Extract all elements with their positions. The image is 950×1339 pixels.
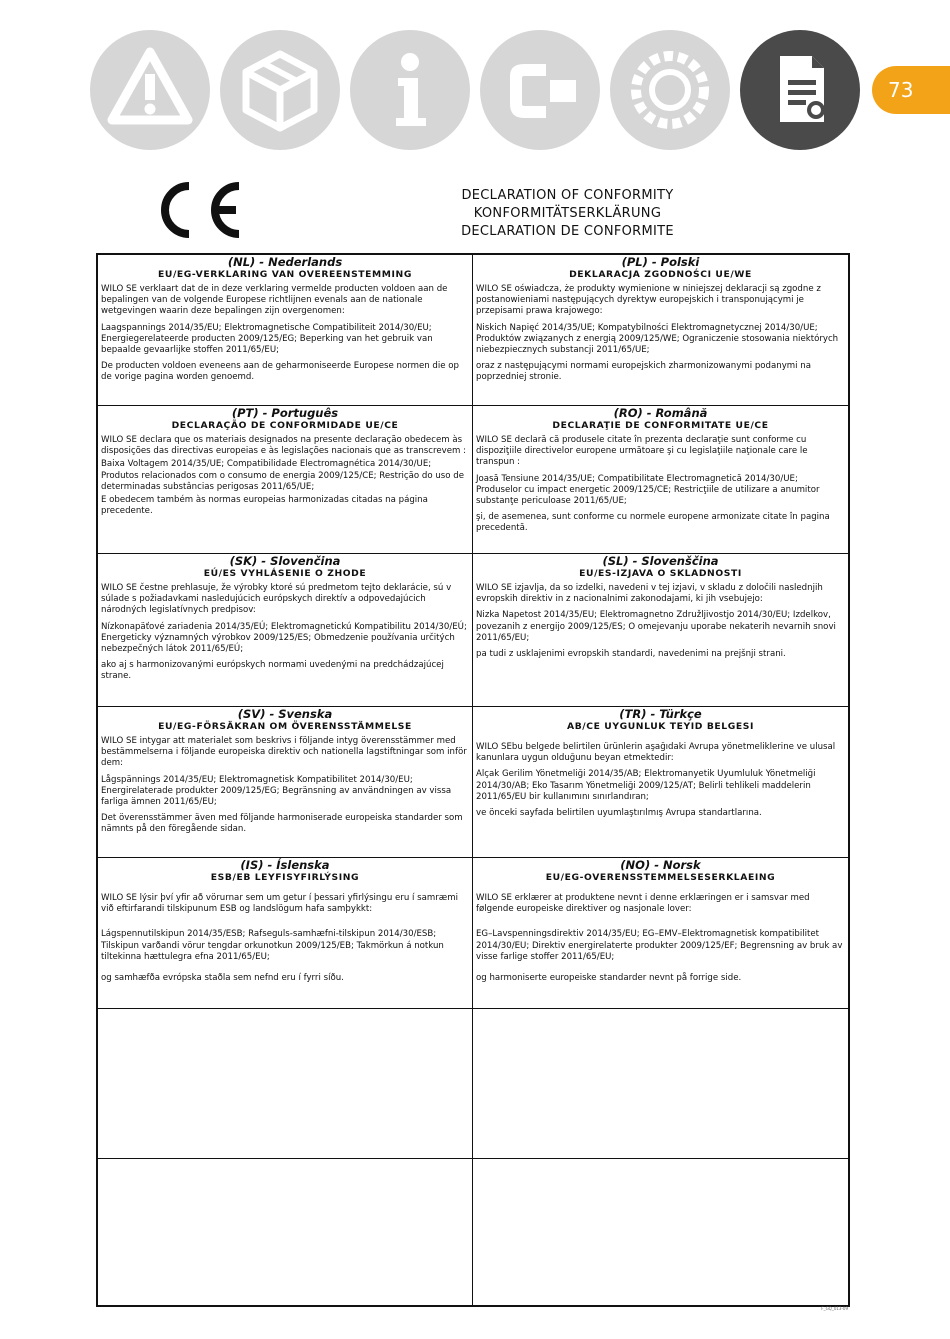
table-row <box>98 1159 848 1305</box>
standards-text: Det överensstämmer även med följande harmoniserade europeiska standarder som nämnts på den föregående sidan. <box>101 813 463 835</box>
declaration-cell-sv <box>98 707 473 857</box>
empty-cell <box>98 1009 473 1158</box>
warning-icon[interactable] <box>90 30 210 150</box>
title-line-1: DECLARATION OF CONFORMITY <box>461 188 674 203</box>
declaration-heading: EU/EG-FÖRSÄKRAN OM ÖVERENSSTÄMMELSE <box>158 721 412 732</box>
page-number-tab: 73 <box>872 66 950 114</box>
declaration-cell-no <box>473 858 848 1008</box>
declaration-title <box>400 187 735 241</box>
declaration-heading: EÚ/ES VYHLÁSENIE O ZHODE <box>203 568 367 579</box>
declaration-cell-sk <box>98 554 473 706</box>
package-icon[interactable] <box>220 30 340 150</box>
intro-text: WILO SE declară că produsele citate în prezenta declaraţie sunt conforme cu dispoziţiile directivelor europene următoare şi cu legislaţiile naţionale care le transpun : <box>476 435 808 468</box>
declaration-heading: EU/EG-VERKLARING VAN OVEREENSTEMMING <box>158 269 412 280</box>
standards-text: ako aj s harmonizovanými európskych normami uvedenými na predchádzajúcej strane. <box>101 660 444 682</box>
intro-text: WILO SE izjavlja, da so izdelki, navedeni v tej izjavi, v skladu z določili naslednjih evropskih direktiv in z nacionalnimi zakonodajami, ki jih vsebujejo: <box>476 583 823 605</box>
directives-text: Laagspannings 2014/35/EU; Elektromagnetische Compatibiliteit 2014/30/EU; Energiegerelateerde producten 2009/125/EG; Beperking van het gebruik van bepaalde gevaarlijke stoffen 2011/65/EU; <box>101 322 433 356</box>
directives-text: Lågspännings 2014/35/EU; Elektromagnetisk Kompatibilitet 2014/30/EU; Energirelaterade produkter 2009/125/EG; Begränsning av användningen av vissa farliga ämnen 2011/65/EU; <box>101 774 452 808</box>
form-code: F_GQ_013-09 <box>821 1306 848 1311</box>
standards-text: De producten voldoen eveneens aan de geharmoniseerde Europese normen die op de vorige pagina worden genoemd. <box>101 361 460 383</box>
directives-text: EG–Lavspenningsdirektiv 2014/35/EU; EG–EMV–Elektromagnetisk kompatibilitet 2014/30/EU; Direktiv energirelaterte produkter 2009/125/EF; Begrensning av bruk av visse farlige stoffer 2011/65/EU; <box>476 929 843 962</box>
declaration-heading: DECLARAŢIE DE CONFORMITATE UE/CE <box>552 420 769 431</box>
ce-mark-logo <box>156 180 246 240</box>
language-heading: (RO) - Română <box>613 406 708 420</box>
title-line-3: DECLARATION DE CONFORMITE <box>461 224 674 239</box>
declaration-heading: DEKLARACJA ZGODNOŚCI UE/WE <box>569 269 752 280</box>
table-row <box>98 1009 848 1159</box>
directives-text: Lágspennutilskipun 2014/35/ESB; Rafseguls-samhæfni-tilskipun 2014/30/ESB; Tilskipun varðandi vörur tengdar orkunotkun 2009/125/EB; Takmörkun á notkun tiltekinna hættulegra efna 2011/65/EU; <box>101 929 444 962</box>
intro-text: WILO SE lýsir því yfir að vörurnar sem um getur í þessari yfirlýsingu eru í samræmi við eftirfarandi tilskipunum ESB og landslögum hafa samþykkt: <box>101 893 458 915</box>
language-heading: (TR) - Türkçe <box>619 707 702 721</box>
standards-text: og harmoniserte europeiske standarder nevnt på forrige side. <box>476 973 742 984</box>
declaration-heading: AB/CE UYGUNLUK TEYID BELGESI <box>566 721 755 732</box>
empty-cell <box>473 1159 848 1305</box>
operation-icon[interactable] <box>610 30 730 150</box>
intro-text: WILO SE erklærer at produktene nevnt i denne erklæringen er i samsvar med følgende europeiske direktiver og nasjonale lover: <box>476 893 810 915</box>
directives-text: Alçak Gerilim Yönetmeliği 2014/35/AB; Elektromanyetik Uyumluluk Yönetmeliği 2014/30/AB; Eko Tasarım Yönetmeliği 2009/125/AT; Belirli tehlikeli maddelerin 2011/65/EU bir kullanımını sınırlandıran; <box>476 769 816 802</box>
declaration-cell-pt <box>98 406 473 553</box>
language-heading: (IS) - Íslenska <box>240 858 330 872</box>
directives-text: Nízkonapäťové zariadenia 2014/35/EÚ; Elektromagnetickú Kompatibilitu 2014/30/EÚ; Energeticky významných výrobkov 2009/125/ES; Obmedzenie používania určitých nebezpečných látok 2011/65/EÚ; <box>101 621 467 655</box>
language-heading: (SL) - Slovenščina <box>602 554 719 568</box>
table-row <box>98 255 848 406</box>
table-row <box>98 406 848 554</box>
declaration-cell-nl <box>98 255 473 405</box>
language-heading: (SV) - Svenska <box>237 707 333 721</box>
declaration-table <box>96 253 850 1307</box>
standards-text: pa tudi z usklajenimi evropskih standardi, navedenimi na prejšnji strani. <box>476 649 786 660</box>
directives-text: Nizka Napetost 2014/35/EU; Elektromagnetno Združljivostjo 2014/30/EU; Izdelkov, povezanih z energijo 2009/125/ES; O omejevanju uporabe nekaterih nevarnih snovi 2011/65/EU; <box>476 610 836 643</box>
declaration-heading: EU/ES-IZJAVA O SKLADNOSTI <box>579 568 742 579</box>
directives-text: Joasă Tensiune 2014/35/UE; Compatibilitate Electromagnetică 2014/30/UE; Produselor cu impact energetic 2009/125/CE; Restricţiile de utilizare a anumitor substanţe periculoase 2011/65/UE; <box>476 473 820 507</box>
title-line-2: KONFORMITÄTSERKLÄRUNG <box>473 206 662 221</box>
intro-text: WILO SE verklaart dat de in deze verklaring vermelde producten voldoen aan de bepalingen van de volgende Europese richtlijnen evenals aan de nationale wetgevingen waarin deze bepalingen zijn overgenomen: <box>101 284 448 317</box>
declaration-cell-ro <box>473 406 848 553</box>
intro-text: WILO SE intygar att materialet som beskrivs i följande intyg överensstämmer med bestämmelserna i följande europeiska direktiv och nationella lagstiftningar som inför dem: <box>101 736 467 769</box>
table-row <box>98 707 848 858</box>
empty-cell <box>98 1159 473 1305</box>
declaration-heading: EU/EG-OVERENSSTEMMELSESERKLAEING <box>545 872 776 883</box>
declaration-cell-is <box>98 858 473 1008</box>
language-heading: (NL) - Nederlands <box>227 255 343 269</box>
intro-text: WILO SE čestne prehlasuje, že výrobky ktoré sú predmetom tejto deklarácie, sú v súlade s požiadavkami nasledujúcich európskych direktív a odpovedajúcich národných legislatívnych predpisov: <box>101 583 452 616</box>
directives-text: Baixa Voltagem 2014/35/UE; Compatibilidade Electromagnética 2014/30/UE; Produtos relacionados com o consumo de energia 2009/125/CE; Restrição do uso de determinadas substâncias perigosas 2011/65/UE; <box>101 459 465 492</box>
document-icon[interactable] <box>740 30 860 150</box>
intro-text: WILO SEbu belgede belirtilen ürünlerin aşağıdaki Avrupa yönetmeliklerine ve ulusal kanunlara uygun olduğunu beyan etmektedir: <box>476 742 836 764</box>
standards-text: ve önceki sayfada belirtilen uyumlaştırılmış Avrupa standartlarına. <box>476 808 762 819</box>
installation-icon[interactable] <box>480 30 600 150</box>
language-heading: (PT) - Português <box>231 406 339 420</box>
standards-text: E obedecem também às normas europeias harmonizadas citadas na página precedente. <box>101 495 428 517</box>
language-heading: (PL) - Polski <box>621 255 700 269</box>
declaration-cell-pl <box>473 255 848 405</box>
table-row <box>98 858 848 1009</box>
declaration-cell-sl <box>473 554 848 706</box>
intro-text: WILO SE oświadcza, że produkty wymienione w niniejszej deklaracji są zgodne z postanowieniami następujących dyrektyw europejskich i transponującymi je przepisami prawa krajowego: <box>476 284 821 317</box>
standards-text: oraz z następującymi normami europejskich zharmonizowanymi podanymi na poprzedniej stronie. <box>476 361 811 383</box>
intro-text: WILO SE declara que os materiais designados na presente declaração obedecem às disposições das directivas europeias e às legislações nacionais que as transcrevem : <box>101 435 466 457</box>
standards-text: şi, de asemenea, sunt conforme cu normele europene armonizate citate în pagina precedentă. <box>476 512 830 534</box>
directives-text: Niskich Napięć 2014/35/UE; Kompatybilności Elektromagnetycznej 2014/30/UE; Produktów związanych z energią 2009/125/WE; Ograniczenie stosowania niektórych niebezpiecznych substancji 2011/65/UE; <box>476 322 839 356</box>
table-row <box>98 554 848 707</box>
language-heading: (SK) - Slovenčina <box>229 554 341 568</box>
declaration-heading: DECLARAÇÃO DE CONFORMIDADE UE/CE <box>171 420 399 431</box>
info-icon[interactable] <box>350 30 470 150</box>
declaration-heading: ESB/EB LEYFISYFIRLÝSING <box>210 872 360 883</box>
standards-text: og samhæfða evrópska staðla sem nefnd eru í fyrri síðu. <box>101 973 344 984</box>
language-heading: (NO) - Norsk <box>620 858 701 872</box>
empty-cell <box>473 1009 848 1158</box>
declaration-cell-tr <box>473 707 848 857</box>
